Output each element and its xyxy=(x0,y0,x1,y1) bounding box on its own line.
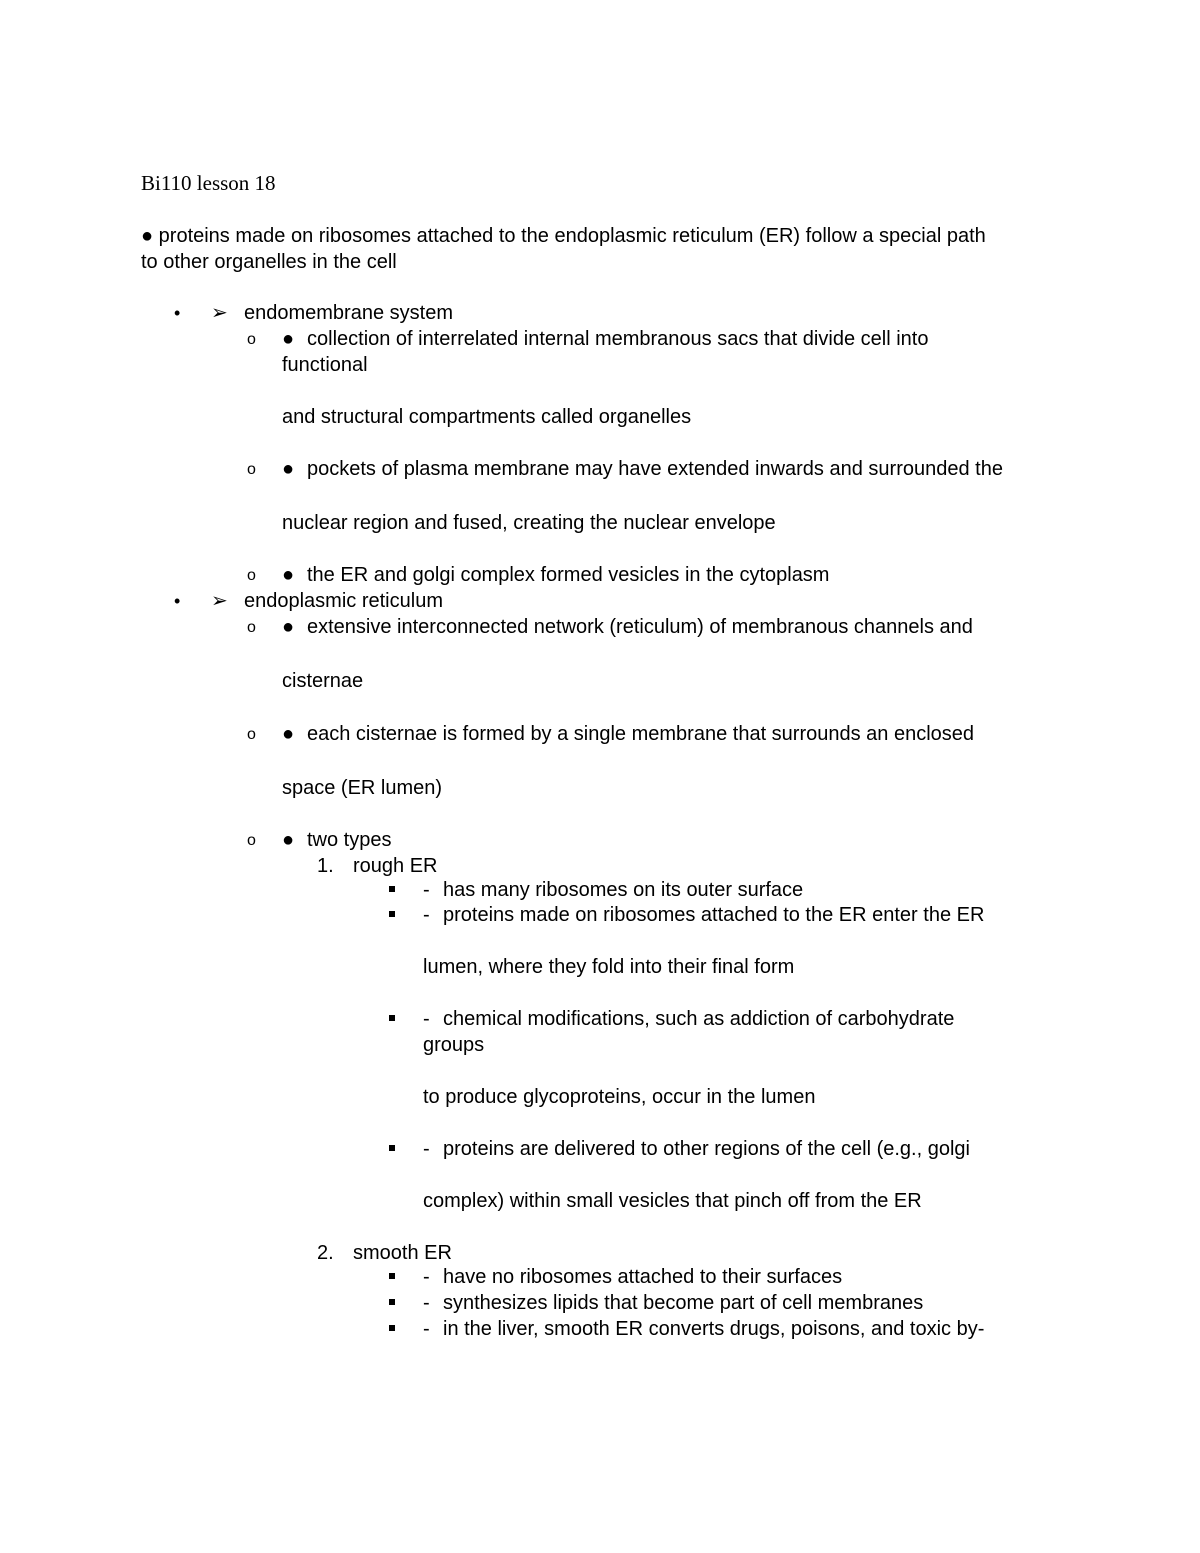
intro-text-1: proteins made on ribosomes attached to the endoplasmic reticulum (ER) follow a special path xyxy=(158,225,986,247)
dash-bullet: - xyxy=(423,904,430,926)
dot-bullet: ● xyxy=(282,829,295,851)
square-bullet-icon xyxy=(389,886,395,892)
item-line: the ER and golgi complex formed vesicles in the cytoplasm xyxy=(307,564,830,586)
square-bullet-icon xyxy=(389,1273,395,1279)
section-heading-endoplasmic-reticulum: endoplasmic reticulum xyxy=(244,590,443,612)
document-title: Bi110 lesson 18 xyxy=(141,171,276,195)
dash-bullet: - xyxy=(423,1008,430,1030)
square-bullet-icon xyxy=(389,1145,395,1151)
point-line: have no ribosomes attached to their surfaces xyxy=(443,1266,843,1288)
dot-bullet: ● xyxy=(282,328,295,350)
item-line: two types xyxy=(307,829,392,851)
dash-bullet: - xyxy=(423,1266,430,1288)
square-bullet-icon xyxy=(389,1325,395,1331)
dash-bullet: - xyxy=(423,1138,430,1160)
point-line: proteins made on ribosomes attached to the ER enter the ER xyxy=(443,904,985,926)
item-line: functional xyxy=(282,354,368,376)
item-line: space (ER lumen) xyxy=(282,777,443,799)
square-bullet-icon xyxy=(389,911,395,917)
intro-line-2: to other organelles in the cell xyxy=(141,251,397,273)
item-line: extensive interconnected network (reticulum) of membranous channels and xyxy=(307,616,973,638)
point-line: complex) within small vesicles that pinch off from the ER xyxy=(423,1190,922,1212)
square-bullet-icon xyxy=(389,1299,395,1305)
type-number: 1. xyxy=(317,855,334,877)
sub-bullet-o: o xyxy=(247,331,256,348)
square-bullet-icon xyxy=(389,1015,395,1021)
arrow-bullet-icon: ➢ xyxy=(211,302,228,324)
dash-bullet: - xyxy=(423,1318,430,1340)
sub-bullet-o: o xyxy=(247,619,256,636)
item-line: cisternae xyxy=(282,670,364,692)
dot-bullet: ● xyxy=(282,564,295,586)
point-line: in the liver, smooth ER converts drugs, poisons, and toxic by- xyxy=(443,1318,985,1340)
section-bullet-1: • xyxy=(174,303,181,323)
sub-bullet-o: o xyxy=(247,567,256,584)
item-line: collection of interrelated internal membranous sacs that divide cell into xyxy=(307,328,929,350)
dot-bullet: ● xyxy=(282,458,295,480)
section-heading-endomembrane: endomembrane system xyxy=(244,302,453,324)
sub-bullet-o: o xyxy=(247,832,256,849)
item-line: pockets of plasma membrane may have extended inwards and surrounded the xyxy=(307,458,1003,480)
sub-bullet-o: o xyxy=(247,726,256,743)
intro-bullet: ● xyxy=(141,225,154,247)
section-bullet-2: • xyxy=(174,591,181,611)
arrow-bullet-icon: ➢ xyxy=(211,590,228,612)
dash-bullet: - xyxy=(423,879,430,901)
item-line: nuclear region and fused, creating the nuclear envelope xyxy=(282,512,776,534)
item-line: and structural compartments called organelles xyxy=(282,406,692,428)
point-line: chemical modifications, such as addiction of carbohydrate xyxy=(443,1008,955,1030)
point-line: to produce glycoproteins, occur in the lumen xyxy=(423,1086,816,1108)
sub-bullet-o: o xyxy=(247,461,256,478)
point-line: lumen, where they fold into their final form xyxy=(423,956,795,978)
type-name-smooth-er: smooth ER xyxy=(353,1242,452,1264)
point-line: synthesizes lipids that become part of cell membranes xyxy=(443,1292,924,1314)
intro-line-1 xyxy=(141,223,986,249)
point-line: groups xyxy=(423,1034,485,1056)
dot-bullet: ● xyxy=(282,616,295,638)
type-name-rough-er: rough ER xyxy=(353,855,438,877)
point-line: has many ribosomes on its outer surface xyxy=(443,879,804,901)
type-number: 2. xyxy=(317,1242,334,1264)
item-line: each cisternae is formed by a single membrane that surrounds an enclosed xyxy=(307,723,975,745)
dash-bullet: - xyxy=(423,1292,430,1314)
dot-bullet: ● xyxy=(282,723,295,745)
point-line: proteins are delivered to other regions of the cell (e.g., golgi xyxy=(443,1138,970,1160)
